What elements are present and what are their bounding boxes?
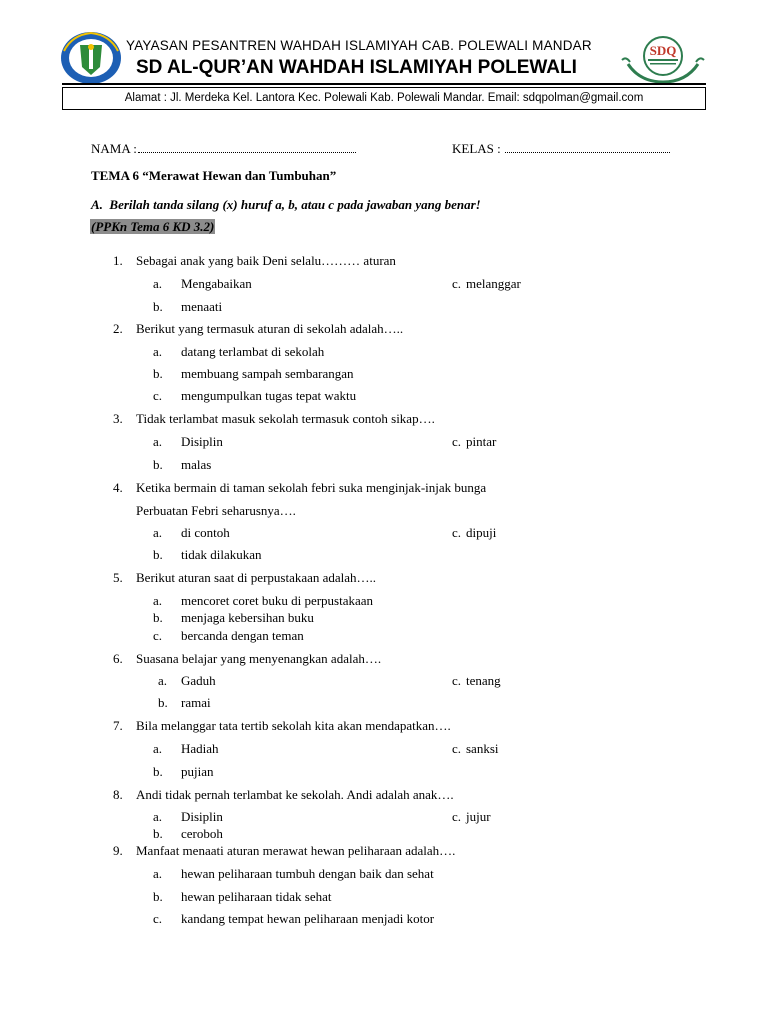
option-c[interactable]: jujur <box>466 809 491 824</box>
option-c[interactable]: sanksi <box>466 741 499 756</box>
option-c[interactable]: melanggar <box>466 276 521 291</box>
foundation-name: YAYASAN PESANTREN WAHDAH ISLAMIYAH CAB. POLEWALI MANDAR <box>126 38 592 53</box>
option-b[interactable]: tidak dilakukan <box>181 547 262 562</box>
option-letter: b. <box>153 457 163 472</box>
option-b[interactable]: ceroboh <box>181 826 223 841</box>
option-c[interactable]: kandang tempat hewan peliharaan menjadi kotor <box>181 911 435 926</box>
option-c[interactable]: bercanda dengan teman <box>181 628 304 643</box>
option-letter: c. <box>153 628 163 643</box>
question-number: 7. <box>113 718 123 733</box>
option-a[interactable]: Gaduh <box>181 673 216 688</box>
option-a[interactable]: Hadiah <box>181 741 219 756</box>
sdq-logo-text: SDQ <box>649 43 677 58</box>
option-a[interactable]: Mengabaikan <box>181 276 252 291</box>
option-letter: c. <box>452 673 462 688</box>
option-letter: b. <box>153 299 163 314</box>
section-a-tag <box>90 219 215 235</box>
option-b[interactable]: menjaga kebersihan buku <box>181 610 314 625</box>
question-text: Andi tidak pernah terlambat ke sekolah. Andi adalah anak…. <box>136 787 454 802</box>
option-letter: c. <box>452 525 462 540</box>
option-letter: b. <box>153 826 163 841</box>
name-blank[interactable] <box>138 140 356 153</box>
option-a[interactable]: di contoh <box>181 525 230 540</box>
question-number: 6. <box>113 651 123 666</box>
option-letter: b. <box>153 610 163 625</box>
question-text: Suasana belajar yang menyenangkan adalah…. <box>136 651 382 666</box>
question-text: Ketika bermain di taman sekolah febri suka menginjak-injak bunga <box>136 480 487 495</box>
option-a[interactable]: Disiplin <box>181 809 223 824</box>
option-letter: b. <box>153 764 163 779</box>
question-text: Tidak terlambat masuk sekolah termasuk contoh sikap…. <box>136 411 435 426</box>
option-letter: b. <box>153 547 163 562</box>
question-text: Berikut yang termasuk aturan di sekolah adalah….. <box>136 321 404 336</box>
option-letter: c. <box>452 276 462 291</box>
option-b[interactable]: malas <box>181 457 212 472</box>
option-letter: b. <box>158 695 168 710</box>
question-number: 2. <box>113 321 123 336</box>
option-letter: c. <box>153 911 163 926</box>
option-b[interactable]: hewan peliharaan tidak sehat <box>181 889 332 904</box>
option-letter: a. <box>153 741 163 756</box>
option-letter: c. <box>452 809 462 824</box>
option-letter: a. <box>153 593 163 608</box>
question-number: 1. <box>113 253 123 268</box>
option-b[interactable]: ramai <box>181 695 211 710</box>
question-number: 3. <box>113 411 123 426</box>
question-number: 5. <box>113 570 123 585</box>
option-letter: a. <box>153 434 163 449</box>
option-c[interactable]: tenang <box>466 673 501 688</box>
school-address: Alamat : Jl. Merdeka Kel. Lantora Kec. Polewali Kab. Polewali Mandar. Email: sdqpolman@gmail.com <box>124 92 644 104</box>
option-letter: c. <box>452 741 462 756</box>
class-field[interactable] <box>452 140 670 157</box>
class-label: KELAS : <box>452 141 501 156</box>
option-letter: c. <box>452 434 462 449</box>
option-a[interactable]: mencoret coret buku di perpustakaan <box>181 593 374 608</box>
option-letter: a. <box>153 344 163 359</box>
section-a-instruction: A. Berilah tanda silang (x) huruf a, b, atau c pada jawaban yang benar! <box>91 197 481 212</box>
school-name: SD AL-QUR’AN WAHDAH ISLAMIYAH POLEWALI <box>136 57 577 78</box>
option-letter: b. <box>153 366 163 381</box>
kd-tag: (PPKn Tema 6 KD 3.2) <box>91 219 215 234</box>
option-a[interactable]: Disiplin <box>181 434 223 449</box>
option-a[interactable]: hewan peliharaan tumbuh dengan baik dan sehat <box>181 866 434 881</box>
question-number: 8. <box>113 787 123 802</box>
name-label: NAMA : <box>91 141 137 156</box>
option-letter: a. <box>158 673 168 688</box>
question-number: 4. <box>113 480 123 495</box>
question-text-line2: Perbuatan Febri seharusnya…. <box>136 503 296 518</box>
option-a[interactable]: datang terlambat di sekolah <box>181 344 325 359</box>
option-letter: a. <box>153 866 163 881</box>
option-letter: a. <box>153 525 163 540</box>
theme-title: TEMA 6 “Merawat Hewan dan Tumbuhan” <box>91 168 337 183</box>
option-letter: c. <box>153 388 163 403</box>
name-field[interactable] <box>91 140 356 157</box>
option-c[interactable]: pintar <box>466 434 497 449</box>
option-c[interactable]: dipuji <box>466 525 497 540</box>
option-letter: a. <box>153 809 163 824</box>
question-text: Berikut aturan saat di perpustakaan adalah….. <box>136 570 377 585</box>
question-text: Manfaat menaati aturan merawat hewan peliharaan adalah…. <box>136 843 456 858</box>
option-b[interactable]: membuang sampah sembarangan <box>181 366 354 381</box>
option-b[interactable]: menaati <box>181 299 223 314</box>
question-number: 9. <box>113 843 123 858</box>
question-text: Bila melanggar tata tertib sekolah kita akan mendapatkan…. <box>136 718 451 733</box>
option-c[interactable]: mengumpulkan tugas tepat waktu <box>181 388 357 403</box>
option-letter: a. <box>153 276 163 291</box>
class-blank[interactable] <box>505 140 670 153</box>
option-b[interactable]: pujian <box>181 764 214 779</box>
option-letter: b. <box>153 889 163 904</box>
question-text: Sebagai anak yang baik Deni selalu……… aturan <box>136 253 396 268</box>
